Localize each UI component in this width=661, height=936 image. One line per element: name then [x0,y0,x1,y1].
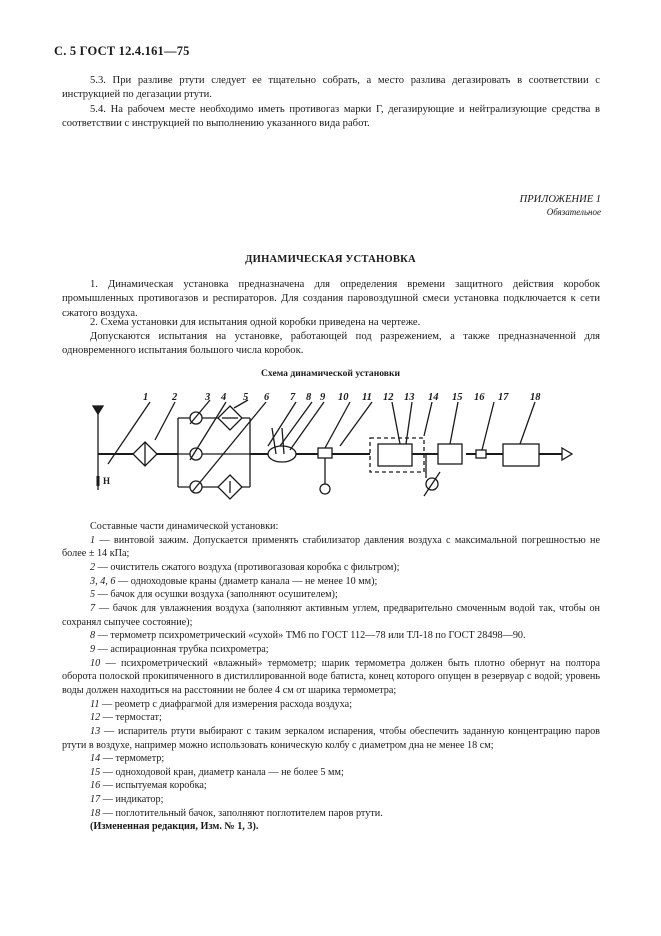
diagram-label-3: 3 [205,392,211,403]
paragraph-5-3: 5.3. При разливе ртути следует ее тщательно собрать, а место разлива дегазировать в соответствии с инструкцией по дегазации ртути. [62,75,600,101]
legend-item-text: — винтовой зажим. Допускается применять стабилизатор давления воздуха с максимальной погрешностью не более ± 14 кПа; [62,534,600,560]
legend-item-text: — испаритель ртути выбирают с таким зеркалом испарения, чтобы обеспечить заданную концентрацию паров ртути в воздухе, например можно использовать коническую колбу с диаметром дна не менее 18 см; [62,725,600,751]
intro-paragraph-1: 1. Динамическая установка предназначена для определения времени защитного действия коробок промышленных противогазов и респираторов. Для создания паровоздушной смеси установка подключается к сети сжатого воздуха. [62,279,600,319]
diagram-label-10: 10 [338,392,349,403]
outlet-arrow-icon [562,448,572,460]
legend-item [62,575,600,589]
legend-note: (Измененная редакция, Изм. № 1, 3). [90,821,259,833]
legend-item [62,561,600,575]
legend-item-number: 15 [90,766,101,778]
legend-item [62,725,600,752]
page-title: ДИНАМИЧЕСКАЯ УСТАНОВКА [245,254,416,265]
legend-item-text: — термометр; [102,753,165,765]
legend-item-number: 9 [90,643,96,655]
diagram-label-12: 12 [383,392,394,403]
legend-item [62,629,600,643]
diagram-label-16: 16 [474,392,485,403]
diagram-label-8: 8 [306,392,312,403]
legend-item-number: 14 [90,753,101,765]
legend-item-number: 10 [90,657,101,669]
diagram-label-18: 18 [530,392,541,403]
legend-item-number: 13 [90,725,101,737]
leader-7 [268,402,296,446]
appendix-label-block [520,193,601,219]
legend-item [62,602,600,629]
legend-item-text: — термометр психрометрический «сухой» ТМ6 по ГОСТ 112—78 или ТЛ-18 по ГОСТ 28498—90. [97,630,526,642]
legend-item [62,711,600,725]
diagram-hint: Н [103,476,111,486]
legend-item-number: 11 [90,698,100,710]
legend [62,520,600,834]
legend-item-text: — бачок для увлажнения воздуха (заполняют активным углем, предварительно смоченным водой так, чтобы он сохранял сыпучее состояние); [62,602,601,628]
legend-item-text: — одноходовые краны (диаметр канала — не менее 10 мм); [118,575,378,587]
legend-item [62,752,600,766]
appendix-label: ПРИЛОЖЕНИЕ 1 [519,194,601,205]
leader-2 [155,402,175,440]
legend-item-number: 2 [90,561,96,573]
diagram-label-5: 5 [243,392,249,403]
intro-paragraph-3: Допускаются испытания на установке, работающей под разрежением, а также предназначенной для одновременного испытания большого числа коробок. [62,331,600,357]
diagram-title: Схема динамической установки [260,368,401,379]
leader-10 [325,402,350,448]
legend-item-number: 18 [90,807,101,819]
absorber-icon [503,444,539,466]
legend-item [62,779,600,793]
legend-item [62,643,600,657]
evaporator-icon [378,444,412,466]
legend-item-text: — индикатор; [102,794,164,806]
legend-item-text: — психрометрический «влажный» термометр; шарик термометра должен быть плотно обернут на полтора оборота полоской прокипяченного в дистиллированной воде батиста, конец которого опущен в резервуар с водой; уровень воды должен находиться на расстоянии не более 4 см от шарика термометра; [62,657,600,696]
intro-paragraph-2: 2. Схема установки для испытания одной коробки приведена на чертеже. [90,317,421,328]
diagram-label-11: 11 [362,392,372,403]
leader-15 [450,402,458,444]
legend-item-text: — реометр с диафрагмой для измерения расхода воздуха; [101,698,353,710]
diagram-label-13: 13 [404,392,415,403]
leader-8 [280,402,312,446]
legend-item-number: 3, 4, 6 [90,575,116,587]
diagram-label-6: 6 [264,392,270,403]
diagram-label-14: 14 [428,392,439,403]
legend-items [62,534,600,821]
legend-item-text: — аспирационная трубка психрометра; [97,643,269,655]
leader-16 [482,402,494,450]
diagram-label-15: 15 [452,392,463,403]
legend-item-text: — термостат; [102,712,162,724]
legend-item-number: 7 [90,602,96,614]
test-box-icon [438,444,462,464]
installation-diagram [0,380,661,510]
diagram-label-4: 4 [221,392,227,403]
legend-heading: Составные части динамической установки: [90,521,279,532]
inlet-arrow-icon [93,406,103,414]
diagram-label-1: 1 [143,392,149,403]
legend-item [62,657,600,698]
leader-18 [520,402,535,444]
appendix-status: Обязательное [546,207,601,217]
indicator-icon [476,450,486,458]
legend-item [62,588,600,602]
paragraph-5-4: 5.4. На рабочем месте необходимо иметь противогаз марки Г, дегазирующие и нейтрализующие средства в соответствии с инструкцией по выполнению указанного вида работ. [62,104,600,130]
legend-item [62,698,600,712]
wet-thermometer-icon [318,448,332,458]
legend-item [62,793,600,807]
page-header: С. 5 ГОСТ 12.4.161—75 [54,44,190,58]
legend-item-text: — поглотительный бачок, заполняют поглотителем паров ртути. [102,807,383,819]
diagram-label-9: 9 [320,392,326,403]
legend-item [62,534,600,561]
diagram-label-2: 2 [172,392,178,403]
legend-item-number: 17 [90,794,101,806]
legend-item-number: 12 [90,712,101,724]
leader-14 [424,402,432,436]
legend-item-text: — одноходовой кран, диаметр канала — не более 5 мм; [102,766,344,778]
legend-item [62,766,600,780]
legend-item [62,807,600,821]
legend-item-number: 16 [90,780,101,792]
diagram-label-7: 7 [290,392,296,403]
legend-item-text: — бачок для осушки воздуха (заполняют осушителем); [97,589,338,601]
legend-item-text: — испытуемая коробка; [102,780,207,792]
diagram-label-17: 17 [498,392,509,403]
legend-item-number: 8 [90,630,96,642]
legend-item-number: 1 [90,534,96,546]
legend-item-number: 5 [90,589,96,601]
legend-item-text: — очиститель сжатого воздуха (противогазовая коробка с фильтром); [97,561,400,573]
leader-11 [340,402,372,446]
